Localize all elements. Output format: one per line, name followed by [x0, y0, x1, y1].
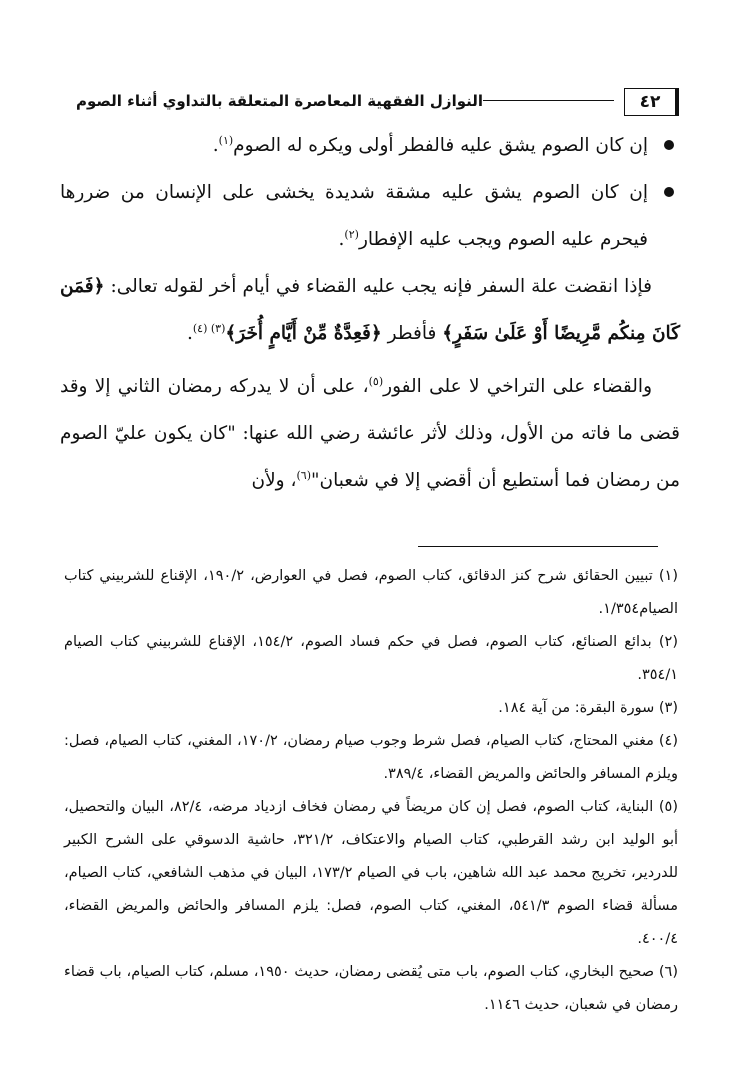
paragraph — [60, 263, 680, 357]
footnote — [64, 626, 678, 692]
bullet-item — [60, 122, 680, 169]
bullet-text: إن كان الصوم يشق عليه فالفطر أولى ويكره له الصوم — [233, 135, 648, 156]
quran-verse: ﴿فَعِدَّةٌ مِّنْ أَيَّامٍ أُخَرَ﴾ — [225, 323, 382, 344]
footnote-ref: (١) — [218, 133, 234, 147]
footnote-number: (٤) — [658, 733, 679, 749]
footnote-ref: (٥) — [368, 374, 384, 388]
running-header — [68, 84, 676, 118]
footnote-text: تبيين الحقائق شرح كنز الدقائق، كتاب الصوم، فصل في العوارض، ١٩٠/٢، الإقناع للشربيني كتاب الصيام١/٣٥٤. — [64, 568, 678, 617]
punct: . — [212, 135, 219, 156]
footnote — [64, 560, 678, 626]
running-title: النوازل الفقهية المعاصرة المتعلقة بالتداوي أثناء الصوم — [68, 88, 483, 114]
footnote — [64, 692, 678, 725]
footnote-number: (١) — [658, 568, 679, 584]
footnote-text: صحيح البخاري، كتاب الصوم، باب متى يُقضى رمضان، حديث ١٩٥٠، مسلم، كتاب الصيام، باب قضاء رمضان في شعبان، حديث ١١٤٦. — [64, 964, 678, 1013]
paragraph-text: فإذا انقضت علة السفر فإنه يجب عليه القضاء في أيام أخر لقوله تعالى: — [110, 276, 652, 297]
bullet-text: إن كان الصوم يشق عليه مشقة شديدة يخشى على الإنسان من ضررها فيحرم عليه الصوم ويجب عليه الإفطار — [60, 182, 648, 250]
footnote-ref: (٢) — [344, 227, 359, 241]
footnote-ref: (٣) (٤) — [192, 321, 226, 335]
footnote-number: (٣) — [658, 700, 678, 716]
main-text — [60, 122, 680, 504]
footnote-ref: (٦) — [296, 468, 311, 482]
footnote-number: (٥) — [658, 799, 678, 815]
punct: . — [338, 229, 345, 250]
bullet-dot-icon — [664, 140, 674, 150]
bullet-dot-icon — [664, 187, 674, 197]
paragraph-text: ، على أن لا يدركه رمضان الثاني إلا وقد قضى ما فاته من الأول، وذلك لأثر عائشة رضي الله عنها: "كان يكون عليّ الصوم من رمضان فما أستطيع أن أقضي إلا في شعبان" — [60, 376, 680, 491]
footnote-separator — [418, 546, 658, 547]
footnotes — [64, 560, 678, 1022]
page-number: ٤٢ — [624, 88, 676, 116]
footnote — [64, 956, 678, 1022]
punct: . — [186, 323, 193, 344]
paragraph-text: والقضاء على التراخي لا على الفور — [383, 376, 652, 397]
footnote — [64, 791, 678, 956]
paragraph-text: ، ولأن — [251, 470, 297, 491]
footnote-text: مغني المحتاج، كتاب الصيام، فصل شرط وجوب صيام رمضان، ١٧٠/٢، المغني، كتاب الصيام، فصل: ويلزم المسافر والحائض والمريض القضاء، ٣٨٩/٤. — [64, 733, 678, 782]
paragraph — [60, 363, 680, 504]
quran-verse: ﴿فَمَن كَانَ مِنكُم مَّرِيضًا أَوْ عَلَىٰ سَفَرٍ﴾ — [60, 276, 680, 344]
paragraph-text: فأفطر — [387, 323, 437, 344]
footnote-number: (٦) — [658, 964, 678, 980]
bullet-item — [60, 169, 680, 263]
footnote — [64, 725, 678, 791]
footnote-text: سورة البقرة: من آية ١٨٤. — [498, 700, 655, 716]
footnote-text: البناية، كتاب الصوم، فصل إن كان مريضاً في رمضان فخاف ازدياد مرضه، ٨٢/٤، البيان والتحصيل، أبو الوليد ابن رشد القرطبي، كتاب الصيام والاعتكاف، ٣٢١/٢، حاشية الدسوقي على الشرح الكبير للدردير، تخريج محمد عبد الله شاهين، باب في الصيام ١٧٣/٢، البيان في مذهب الشافعي، كتاب الصيام، مسألة قضاء الصوم ٥٤١/٣، المغني، كتاب الصوم، فصل: يلزم المسافر والحائض والمريض القضاء، ٤٠٠/٤. — [64, 799, 679, 947]
footnote-text: بدائع الصنائع، كتاب الصوم، فصل في حكم فساد الصوم، ١٥٤/٢، الإقناع للشربيني كتاب الصيام ٣٥٤/١. — [64, 634, 678, 683]
footnote-number: (٢) — [658, 634, 678, 650]
